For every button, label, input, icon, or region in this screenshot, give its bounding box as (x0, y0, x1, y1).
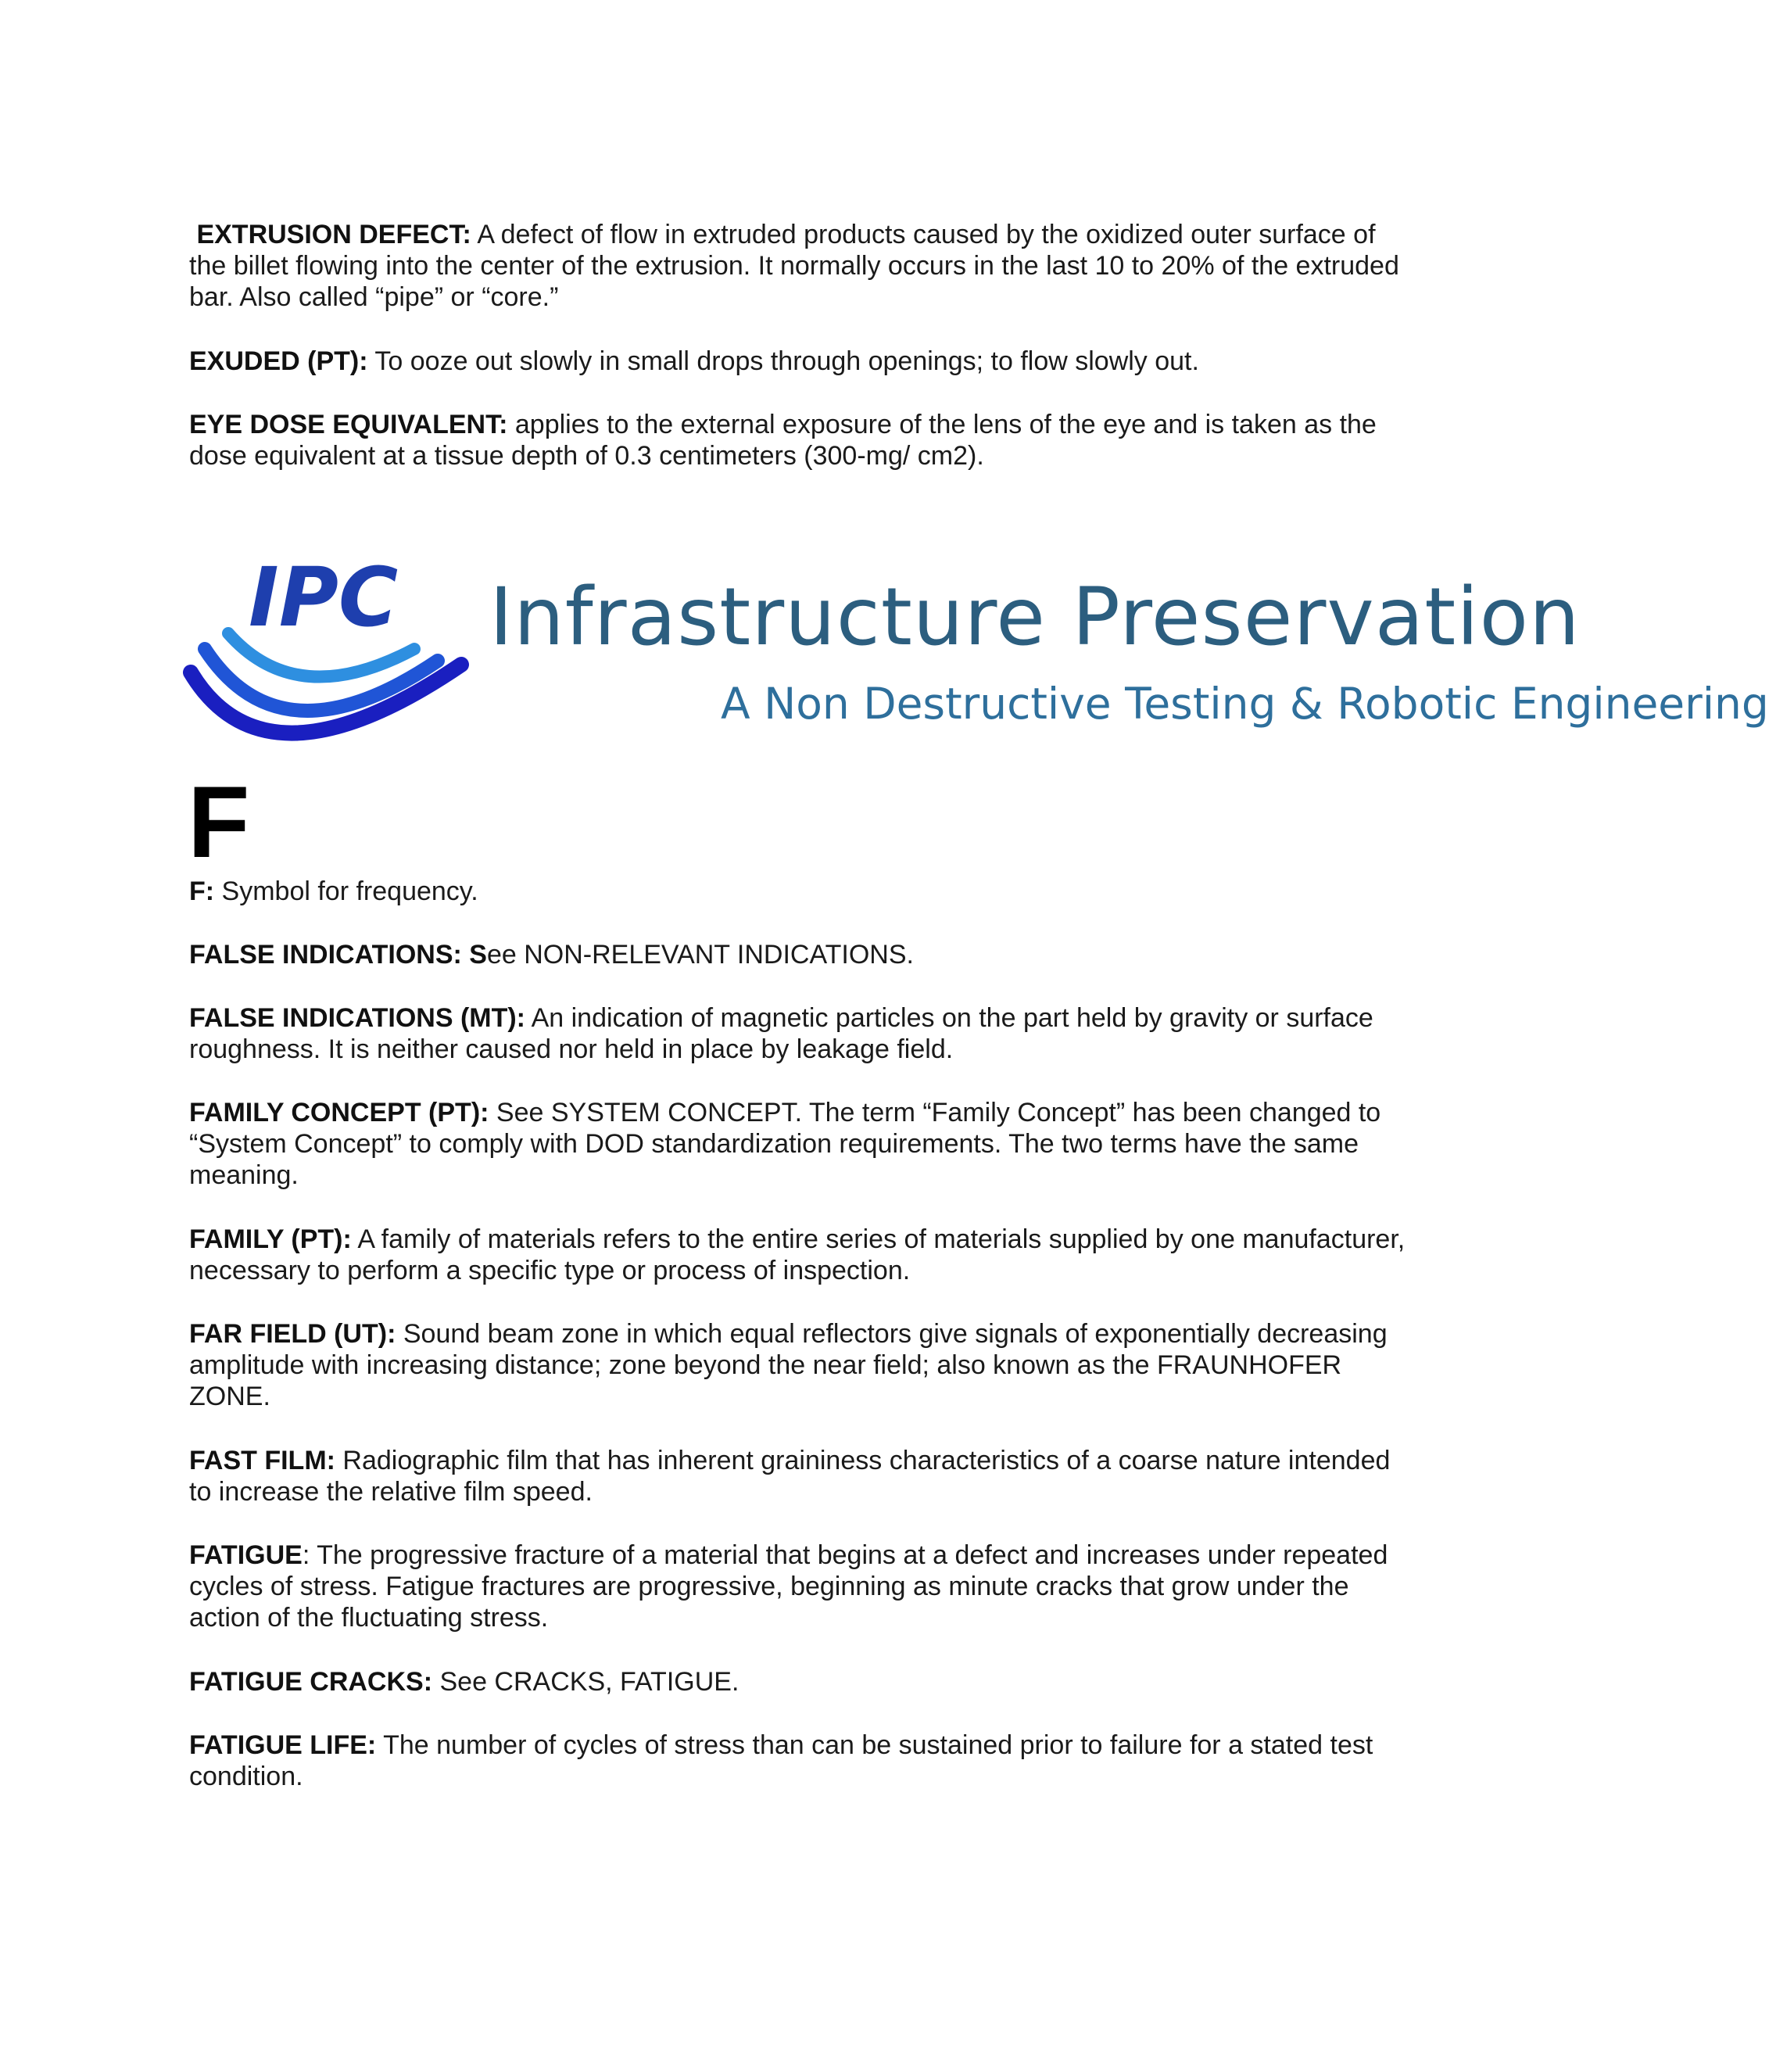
entry-term: F: (189, 876, 215, 906)
entry-f (189, 876, 1409, 907)
entry-fatigue-cracks (189, 1666, 1409, 1697)
entry-term: FAMILY CONCEPT (PT): (189, 1098, 489, 1127)
entry-term: FAR FIELD (UT): (189, 1319, 396, 1349)
entry-term: FAMILY (PT): (189, 1224, 352, 1254)
section-letter-heading: F (188, 765, 250, 879)
entry-definition: An indication of magnetic particles on the part held by gravity or surface roughness. It is neither caused nor held in place by leakage field. (189, 1003, 1373, 1064)
entry-far-field (189, 1318, 1409, 1412)
entry-fast-film (189, 1445, 1409, 1507)
company-logo-banner (188, 547, 1769, 774)
entry-term: FATIGUE LIFE: (189, 1730, 377, 1760)
entry-fatigue (189, 1540, 1409, 1633)
entry-eye-dose-equivalent (189, 409, 1409, 471)
entry-false-indications (189, 939, 1409, 970)
entry-term: EXUDED (PT): (189, 346, 368, 376)
entry-term: FAST FILM: (189, 1446, 335, 1475)
entry-false-indications-mt (189, 1002, 1409, 1065)
logo-subtitle: A Non Destructive Testing & Robotic Engineering (721, 679, 1769, 729)
entry-family-concept (189, 1097, 1409, 1191)
entry-definition: To ooze out slowly in small drops through openings; to flow slowly out. (374, 346, 1199, 376)
entry-term: FALSE INDICATIONS: S (189, 940, 487, 970)
entry-fatigue-life (189, 1730, 1409, 1792)
entry-term: FATIGUE (189, 1540, 303, 1570)
entry-definition: Sound beam zone in which equal reflectors give signals of exponentially decreasing amplitude with increasing distance; zone beyond the near field; also known as the FRAUNHOFER ZONE. (189, 1319, 1388, 1411)
entry-definition: A family of materials refers to the entire series of materials supplied by one manufacturer, necessary to perform a specific type or process of inspection. (189, 1224, 1406, 1285)
entry-definition: : The progressive fracture of a material that begins at a defect and increases under repeated cycles of stress. Fatigue fractures are progressive, beginning as minute cracks that grow under the action of the fluctuating stress. (189, 1540, 1388, 1633)
ipc-logo-icon (188, 547, 469, 766)
entry-definition: applies to the external exposure of the lens of the eye and is taken as the dose equivalent at a tissue depth of 0.3 centimeters (300-mg/ cm2). (189, 410, 1377, 471)
entry-term: FALSE INDICATIONS (MT): (189, 1003, 525, 1033)
logo-title: Infrastructure Preservation (489, 571, 1581, 664)
entry-definition: See CRACKS, FATIGUE. (439, 1667, 739, 1697)
entry-exuded (189, 346, 1409, 377)
entry-term: FATIGUE CRACKS: (189, 1667, 433, 1697)
entry-definition: See SYSTEM CONCEPT. The term “Family Concept” has been changed to “System Concept” to comply with DOD standardization requirements. The two terms have the same meaning. (189, 1098, 1381, 1190)
entry-term: EYE DOSE EQUIVALENT: (189, 410, 508, 439)
entry-definition: ee NON-RELEVANT INDICATIONS. (486, 940, 914, 970)
entry-family-pt (189, 1224, 1409, 1286)
entry-definition: Radiographic film that has inherent graininess characteristics of a coarse nature intended to increase the relative film speed. (189, 1446, 1391, 1507)
entry-definition: A defect of flow in extruded products caused by the oxidized outer surface of the billet flowing into the center of the extrusion. It normally occurs in the last 10 to 20% of the extruded bar. Also called “pipe” or “core.” (189, 220, 1399, 312)
entry-term: EXTRUSION DEFECT: (196, 220, 471, 249)
entry-definition: Symbol for frequency. (221, 876, 478, 906)
entry-extrusion-defect (189, 219, 1409, 313)
logo-mark-text: IPC (249, 550, 399, 645)
entry-definition: The number of cycles of stress than can be sustained prior to failure for a stated test condition. (189, 1730, 1373, 1791)
